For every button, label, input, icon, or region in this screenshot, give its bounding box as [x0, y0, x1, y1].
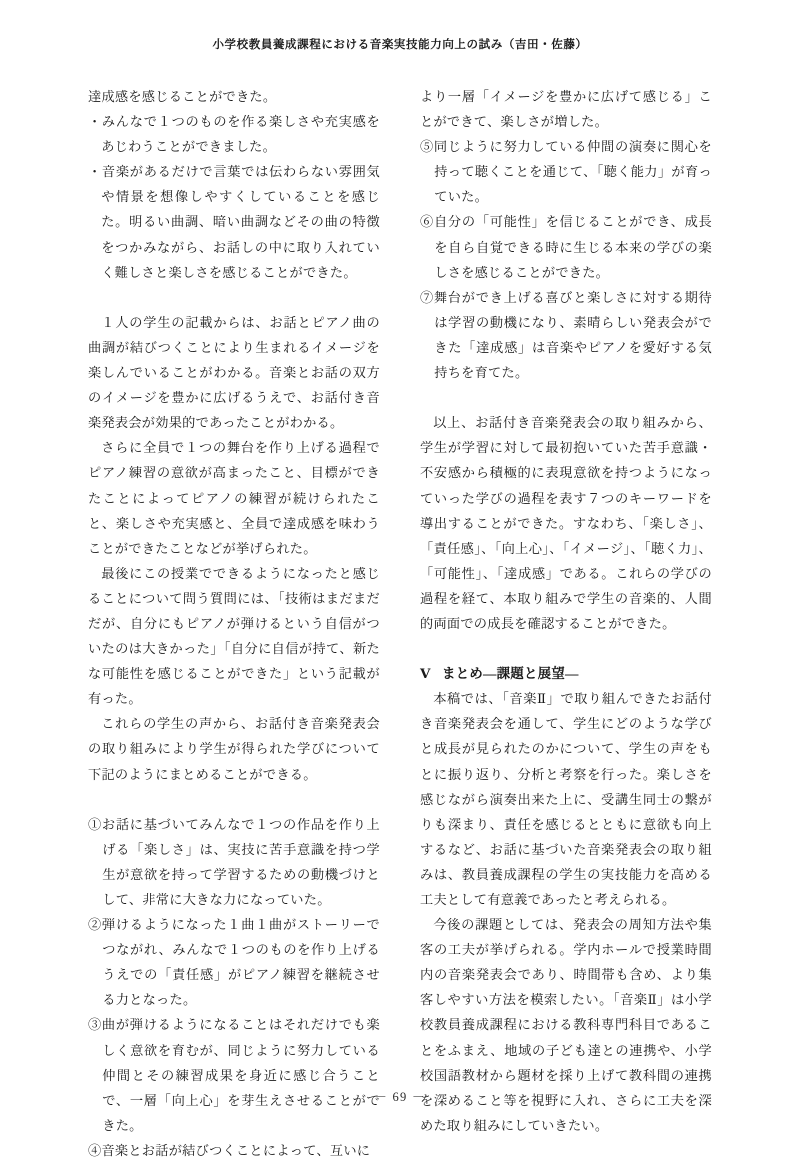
numbered-list-item: ④音楽とお話が結びつくことによって、互いに — [88, 1142, 371, 1158]
paragraph-spacer — [88, 787, 380, 812]
paragraph-continued: 達成感を感じることができた。 — [88, 89, 277, 104]
page-number: － 69 － — [374, 1090, 426, 1104]
paragraph: さらに全員で１つの舞台を作り上げる過程でピアノ練習の意欲が高まったこと、目標ができたことによってピアノの練習が続けられたこと、楽しさや充実感と、全員で達成感を味わうことができたことなどが挙げられた。 — [88, 440, 380, 556]
section-number: Ⅴ — [420, 666, 431, 682]
numbered-list-item: ⑦舞台ができ上げる喜びと楽しさに対する期待は学習の動機になり、素晴らしい発表会ができた「達成感」は音楽やピアノを愛好する気持ちを育てた。 — [420, 289, 712, 381]
numbered-list-item: ①お話に基づいてみんなで１つの作品を作り上げる「楽しさ」は、実技に苦手意識を持つ学生が意欲を持って学習するための動機づけとして、非常に大きな力になっていた。 — [88, 816, 380, 907]
numbered-list-item: ⑤同じように努力している仲間の演奏に関心を持って聴くことを通じて、「聴く能力」が育っていた。 — [420, 139, 712, 205]
bullet-item: ・みんなで１つのものを作る楽しさや充実感をあじわうことができました。 — [88, 114, 380, 155]
paragraph-spacer — [88, 285, 380, 310]
numbered-list-item-continued: より一層「イメージを豊かに広げて感じる」ことができて、楽しさが増した。 — [420, 89, 712, 130]
paragraph: １人の学生の記載からは、お話とピアノ曲の曲調が結びつくことにより生まれるイメージを楽しんでいることがわかる。音楽とお話の双方のイメージを豊かに広げるうえで、お話付き音楽発表会が効果的であったことがわかる。 — [88, 314, 380, 431]
numbered-list-item: ③曲が弾けるようになることはそれだけでも楽しく意欲を育むが、同じように努力している仲間とその練習成果を身近に感じ合うことで、一層「向上心」を芽生えさせることができた。 — [88, 1017, 380, 1133]
left-column — [88, 84, 380, 1163]
paragraph: 今後の課題としては、発表会の周知方法や集客の工夫が挙げられる。学内ホールで授業時間内の音楽発表会であり、時間帯も含め、より集客しやすい方法を模索したい。「音楽Ⅱ」は小学校教員養成課程における教科専門科目であることをふまえ、地域の子ども達との連携や、小学校国語教材から題材を採り上げて教科間の連携を深めること等を視野に入れ、さらに工夫を深めた取り組みにしていきたい。 — [420, 917, 712, 1133]
section-title: まとめ―課題と展望― — [442, 666, 579, 682]
section-heading — [420, 661, 712, 686]
numbered-list-item: ⑥自分の「可能性」を信じることができ、成長を自ら自覚できる時に生じる本来の学びの楽しさを感じることができた。 — [420, 214, 712, 280]
summary-paragraph: 以上、お話付き音楽発表会の取り組みから、学生が学習に対して最初抱いていた苦手意識・不安感から積極的に表現意欲を持つようになっていった学びの過程を表す７つのキーワードを導出することができた。すなわち、「楽しさ」、「責任感」、「向上心」、「イメージ」、「聴く力」、「可能性」、「達成感」である。これらの学びの過程を経て、本取り組みで学生の音楽的、人間的両面での成長を確認することができた。 — [420, 415, 712, 631]
paragraph: 本稿では、「音楽Ⅱ」で取り組んできたお話付き音楽発表会を通して、学生にどのような学びと成長が見られたのかについて、学生の声をもとに振り返り、分析と考察を行った。楽しさを感じながら演奏出来た上に、受講生同士の繋がりも深まり、責任を感じるとともに意欲も向上するなど、お話に基づいた音楽発表会の取り組みは、教員養成課程の学生の実技能力を高める工夫として有意義であったと考えられる。 — [420, 691, 712, 907]
running-head: 小学校教員養成課程における音楽実技能力向上の試み（吉田・佐藤） — [212, 39, 588, 51]
paragraph: これらの学生の声から、お話付き音楽発表会の取り組みにより学生が得られた学びについて下記のようにまとめることができる。 — [88, 716, 380, 782]
paragraph: 最後にこの授業でできるようになったと感じることについて問う質問には、「技術はまだまだだが、自分にもピアノが弾けるという自信がついたのは大きかった」「自分に自信が持て、新たな可能性を感じることができた」という記載が有った。 — [88, 565, 380, 707]
paragraph-spacer — [420, 636, 712, 661]
right-column — [420, 84, 712, 1138]
numbered-list-item: ②弾けるようになった１曲１曲がストーリーでつながれ、みんなで１つのものを作り上げるうえでの「責任感」がピアノ練習を継続させる力となった。 — [88, 917, 380, 1008]
bullet-item: ・音楽があるだけで言葉では伝わらない雰囲気や情景を想像しやすくしていることを感じた。明るい曲調、暗い曲調などその曲の特徴をつかみながら、お話しの中に取り入れていく難しさと楽しさを感じることができた。 — [88, 164, 380, 280]
paragraph-spacer — [420, 385, 712, 410]
